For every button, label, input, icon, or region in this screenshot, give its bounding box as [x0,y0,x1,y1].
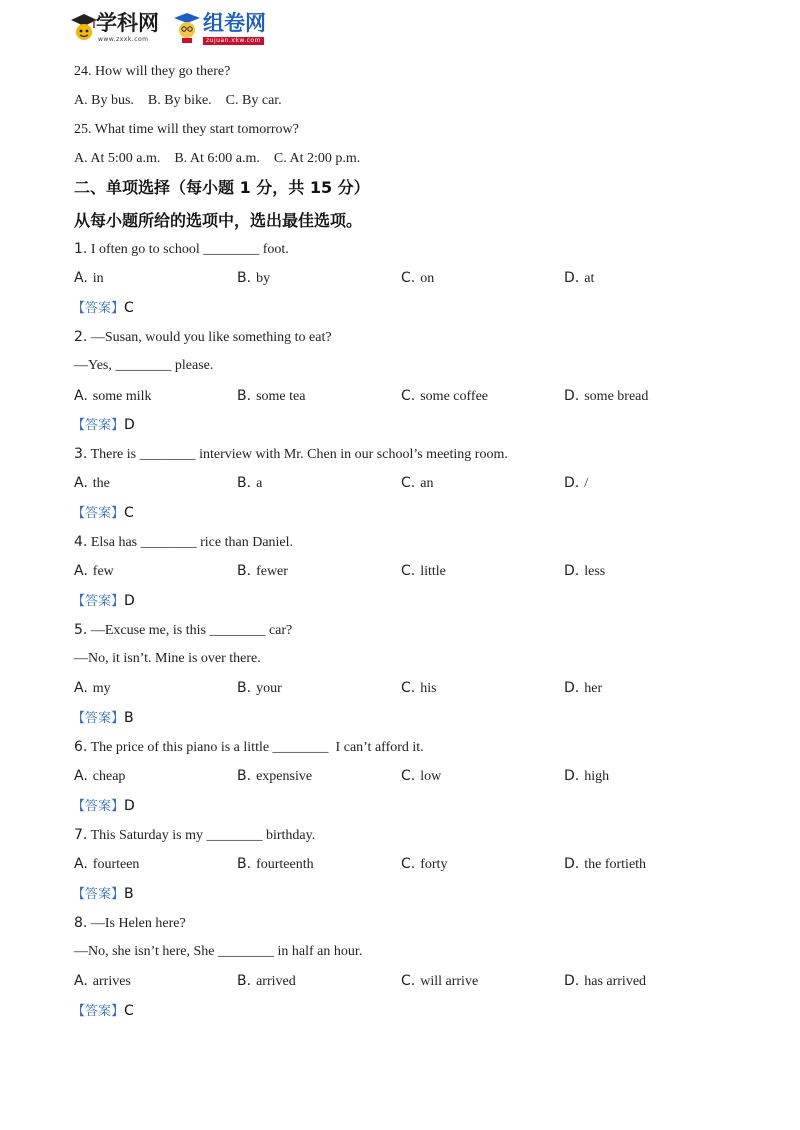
option-d [564,562,605,581]
option-b [237,387,305,406]
question-5-line [74,621,292,640]
question-text: There is ________ interview with Mr. Chen in our school’s meeting room. [90,447,508,462]
answer-tag: 【答案】 [72,418,125,433]
option-text: by [256,271,271,286]
answer-tag: 【答案】 [72,594,125,609]
option-text: forty [420,857,448,872]
question-8-line [74,943,362,961]
option-letter: D. [564,270,580,286]
option-a [74,679,111,698]
question-4-line [74,533,293,552]
option-text: less [584,564,606,579]
option-letter: C. [401,856,416,872]
option-letter: D. [564,973,580,989]
answer-key: D [124,417,135,433]
question-text: I often go to school ________ foot. [90,242,289,257]
option-letter: D. [564,768,580,784]
option-letter: B. [237,768,252,784]
option-b [237,855,314,874]
option-letter: A. [74,388,88,404]
option-a [74,387,152,406]
option-c [401,855,447,874]
option-letter: D. [564,475,580,491]
answer-line [72,504,134,523]
answer-line [72,885,134,904]
question-text: —No, it isn’t. Mine is over there. [74,651,261,666]
option-letter: D. [564,563,580,579]
option-d [564,855,646,874]
answer-key: B [124,710,134,726]
option-text: few [92,564,114,579]
option-d [564,474,588,493]
option-d [564,767,609,786]
option-text: little [420,564,446,579]
question-number: 5. [74,622,88,638]
question-6-line [74,738,424,757]
option-letter: A. [74,973,88,989]
option-b [237,269,270,288]
answer-line [72,299,134,318]
option-text: some coffee [420,389,488,404]
zujuan-logo [173,10,273,48]
option-text: his [420,681,437,696]
section-title: 二、单项选择（每小题 1 分，共 15 分） [74,178,370,197]
option-a [74,562,114,581]
question-number: 3. [74,446,88,462]
option-letter: B. [237,973,252,989]
question-text: —Susan, would you like something to eat? [90,330,332,345]
answer-key: C [124,1003,134,1019]
answer-line [72,797,135,816]
question-5-line [74,650,261,668]
answer-key: D [124,593,135,609]
option-b [237,474,262,493]
page-header [70,10,290,48]
option-letter: A. [74,680,88,696]
option-letter: D. [564,856,580,872]
option-text: low [420,769,442,784]
option-letter: C. [401,388,416,404]
option-c [401,269,434,288]
question-text: —Excuse me, is this ________ car? [90,623,293,638]
option-text: at [584,271,595,286]
question-text: —Is Helen here? [90,916,186,931]
option-letter: B. [237,388,252,404]
option-letter: C. [401,563,416,579]
question-text: This Saturday is my ________ birthday. [90,828,316,843]
answer-line [72,709,134,728]
zxxk-logo-text: 学科网 [96,11,159,35]
option-letter: C. [401,768,416,784]
zujuan-logo-url: zujuan.xkw.com [203,37,264,45]
option-letter: A. [74,270,88,286]
option-a [74,474,110,493]
question-number: 8. [74,915,88,931]
option-c [401,679,437,698]
option-text: the fortieth [584,857,647,872]
option-letter: A. [74,475,88,491]
option-d [564,387,648,406]
option-text: your [256,681,282,696]
answer-tag: 【答案】 [72,799,125,814]
option-letter: B. [237,680,252,696]
question-2-line [74,357,213,375]
option-c [401,767,441,786]
answer-line [72,592,135,611]
option-letter: B. [237,563,252,579]
answer-tag: 【答案】 [72,301,125,316]
question-text: —No, she isn’t here, She ________ in half an hour. [74,944,363,959]
option-text: high [584,769,610,784]
option-text: arrives [92,974,131,989]
zujuan-logo-text: 组卷网 [203,11,266,35]
question-24-text: 24. How will they go there? [74,64,231,79]
option-b [237,767,312,786]
option-a [74,855,139,874]
option-text: my [92,681,111,696]
option-d [564,972,646,991]
option-text: the [92,476,110,491]
answer-tag: 【答案】 [72,887,125,902]
question-25-options: A. At 5:00 a.m. B. At 6:00 a.m. C. At 2:00 p.m. [74,151,361,166]
question-text: —Yes, ________ please. [74,358,214,373]
option-b [237,972,296,991]
option-text: in [92,271,104,286]
option-a [74,767,125,786]
option-c [401,972,478,991]
option-text: her [584,681,603,696]
option-b [237,679,282,698]
answer-line [72,416,135,435]
option-text: fourteenth [256,857,314,872]
question-24-options: A. By bus. B. By bike. C. By car. [74,93,282,108]
option-letter: C. [401,475,416,491]
question-2-line [74,328,332,347]
option-b [237,562,288,581]
zxxk-logo [70,10,170,48]
question-25-text: 25. What time will they start tomorrow? [74,122,299,137]
section-instruction: 从每小题所给的选项中，选出最佳选项。 [74,211,363,230]
question-number: 7. [74,827,88,843]
option-c [401,387,488,406]
option-letter: C. [401,270,416,286]
zxxk-logo-url: www.zxxk.com [98,36,149,43]
option-text: on [420,271,435,286]
option-d [564,269,594,288]
option-letter: B. [237,475,252,491]
option-a [74,972,131,991]
option-text: will arrive [420,974,479,989]
option-letter: C. [401,973,416,989]
question-number: 1. [74,241,88,257]
option-text: a [256,476,263,491]
answer-tag: 【答案】 [72,506,125,521]
option-letter: A. [74,563,88,579]
option-letter: D. [564,388,580,404]
answer-tag: 【答案】 [72,1004,125,1019]
option-c [401,474,433,493]
option-letter: A. [74,768,88,784]
answer-key: C [124,505,134,521]
option-text: some tea [256,389,306,404]
option-letter: D. [564,680,580,696]
option-text: cheap [92,769,126,784]
question-8-line [74,914,186,933]
option-text: some bread [584,389,649,404]
student-mascot-icon [173,12,201,44]
question-number: 6. [74,739,88,755]
option-text: expensive [256,769,313,784]
question-number: 2. [74,329,88,345]
option-a [74,269,104,288]
answer-tag: 【答案】 [72,711,125,726]
answer-line [72,1002,134,1021]
option-text: some milk [92,389,152,404]
option-text: fewer [256,564,288,579]
question-text: Elsa has ________ rice than Daniel. [90,535,294,550]
question-7-line [74,826,315,845]
option-letter: C. [401,680,416,696]
question-text: The price of this piano is a little ________ I can’t afford it. [90,740,424,755]
graduation-cap-icon [70,12,98,44]
question-1-line [74,240,289,259]
answer-key: D [124,798,135,814]
answer-key: B [124,886,134,902]
option-letter: B. [237,270,252,286]
option-text: fourteen [92,857,140,872]
answer-key: C [124,300,134,316]
option-letter: B. [237,856,252,872]
question-number: 4. [74,534,88,550]
option-text: has arrived [584,974,647,989]
option-text: an [420,476,434,491]
question-3-line [74,445,508,464]
option-letter: A. [74,856,88,872]
option-text: / [584,476,589,491]
option-text: arrived [256,974,296,989]
option-c [401,562,446,581]
option-d [564,679,602,698]
